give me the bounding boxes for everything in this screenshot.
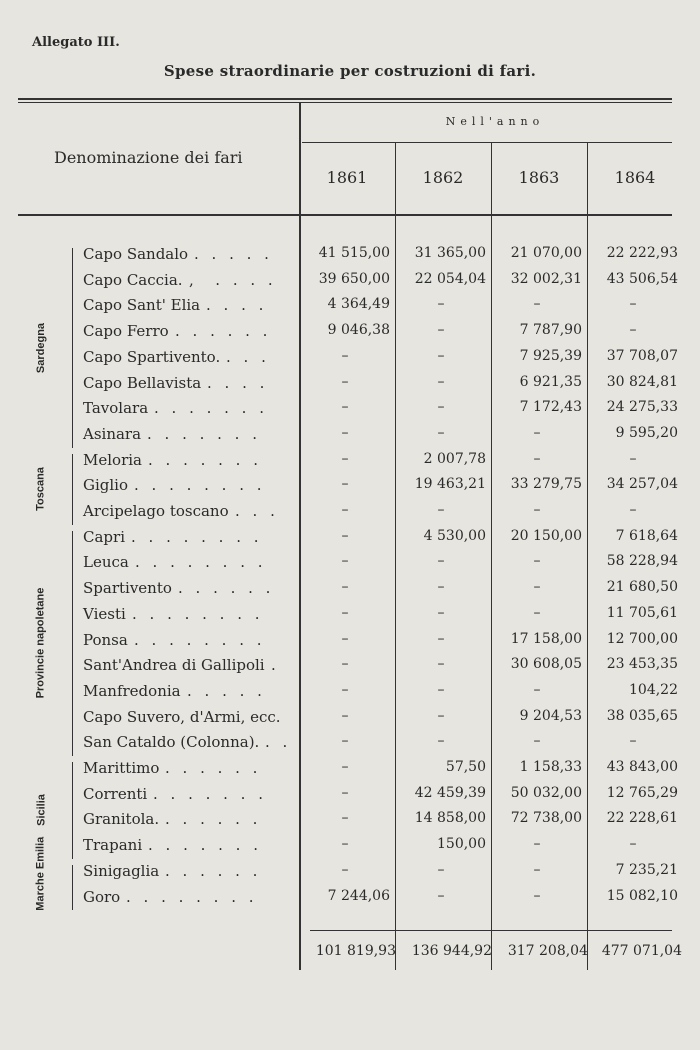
value-cell-1862: 150,00	[437, 836, 486, 853]
value-cell-1863: 72 738,00	[510, 810, 582, 827]
value-cell-1861: –	[341, 733, 349, 750]
value-cell-1862: –	[437, 502, 445, 518]
region-label-toscana: Toscana	[34, 467, 47, 512]
year-1864: 1864	[614, 168, 656, 187]
header-top-rule-thin	[18, 102, 672, 103]
lighthouse-name: Manfredonia	[83, 681, 181, 700]
table-row	[0, 810, 700, 835]
table-row	[0, 862, 700, 887]
leader-dots: . . . . . . .	[153, 784, 267, 803]
leader-dots: . . . . . .	[165, 810, 262, 829]
total-1861: 101 819,93	[315, 943, 396, 959]
region-label-marche-emilia: Marche Emilia	[34, 836, 47, 911]
value-cell-1861: 4 364,49	[327, 296, 390, 313]
lighthouse-name: Capo Sant' Elia	[83, 296, 201, 315]
value-cell-1862: –	[437, 861, 445, 878]
value-cell-1864: 12 700,00	[606, 630, 678, 647]
value-cell-1862: –	[437, 553, 445, 570]
lighthouse-name: Trapani	[83, 836, 143, 855]
lighthouse-name: Capo Bellavista	[83, 373, 202, 392]
total-1864: 477 071,04	[601, 943, 682, 959]
lighthouse-name: Capo Ferro	[83, 322, 169, 341]
value-cell-1863: –	[533, 681, 541, 698]
value-cell-1862: –	[437, 296, 445, 313]
value-cell-1862: 14 858,00	[414, 810, 486, 827]
value-cell-1862: 42 459,39	[414, 784, 486, 801]
value-cell-1863: 7 787,90	[519, 322, 582, 339]
table-row	[0, 553, 700, 578]
leader-dots: . . . . . . . .	[131, 527, 263, 546]
value-cell-1861: –	[341, 656, 349, 673]
value-cell-1864: 104,22	[629, 681, 678, 698]
value-cell-1861: –	[341, 810, 349, 827]
year-group-rule	[302, 142, 672, 143]
value-cell-1864: 12 765,29	[606, 784, 678, 801]
table-row	[0, 502, 700, 527]
value-cell-1862: 19 463,21	[414, 476, 486, 493]
value-cell-1861: 39 650,00	[318, 270, 390, 287]
table-row	[0, 631, 700, 656]
value-cell-1863: –	[533, 836, 541, 853]
table-row	[0, 836, 700, 861]
value-cell-1864: 38 035,65	[606, 707, 678, 724]
value-cell-1864: 22 228,61	[606, 810, 678, 827]
value-cell-1864: 43 843,00	[606, 759, 678, 775]
lighthouse-name: Capo Suvero, d'Armi, ecc.	[83, 707, 281, 726]
header-top-rule	[18, 98, 672, 100]
leader-dots: . . . . . .	[165, 861, 262, 880]
table-row	[0, 528, 700, 553]
year-1863: 1863	[518, 168, 560, 187]
value-cell-1864: –	[629, 836, 637, 853]
value-cell-1861: 41 515,00	[318, 245, 390, 261]
value-cell-1864: –	[629, 322, 637, 339]
value-cell-1862: 57,50	[445, 759, 486, 775]
region-brace	[72, 248, 73, 448]
value-cell-1861: –	[341, 553, 349, 570]
leader-dots: . . . . . . .	[148, 836, 262, 855]
header-nell-anno: Nell'anno	[445, 115, 545, 128]
region-brace	[72, 865, 73, 910]
lighthouse-name: Spartivento	[83, 579, 172, 598]
total-1862: 136 944,92	[411, 943, 492, 959]
value-cell-1861: –	[341, 450, 349, 467]
lighthouse-name: Granitola.	[83, 810, 160, 829]
value-cell-1863: 30 608,05	[510, 656, 582, 673]
value-cell-1861: –	[341, 579, 349, 596]
value-cell-1864: –	[629, 296, 637, 313]
leader-dots: . . . . .	[194, 245, 273, 263]
table-row	[0, 708, 700, 733]
lighthouse-name: Arcipelago toscano	[83, 502, 229, 520]
value-cell-1864: 9 595,20	[615, 424, 678, 441]
value-cell-1864: –	[629, 502, 637, 518]
value-cell-1861: –	[341, 681, 349, 698]
value-cell-1864: 24 275,33	[606, 399, 678, 416]
value-cell-1864: 37 708,07	[606, 347, 678, 364]
value-cell-1864: 7 618,64	[615, 527, 678, 544]
value-cell-1864: 43 506,54	[606, 270, 678, 287]
region-label-sicilia: Sicilia	[35, 794, 48, 827]
lighthouse-name: Correnti	[83, 784, 148, 803]
lighthouse-name: Capo Caccia.	[83, 270, 183, 289]
lighthouse-name: Giglio	[83, 476, 129, 495]
table-row	[0, 605, 700, 630]
table-row	[0, 245, 700, 270]
lighthouse-name: Leuca	[83, 553, 129, 572]
lighthouse-name: Ponsa	[83, 630, 128, 649]
value-cell-1861: –	[341, 399, 349, 416]
table-row	[0, 451, 700, 476]
lighthouse-name: Tavolara	[83, 399, 149, 418]
document-title: Spese straordinarie per costruzioni di fari.	[163, 62, 537, 80]
value-cell-1862: –	[437, 656, 445, 673]
table-row	[0, 322, 700, 347]
leader-dots: . . . . . . .	[154, 399, 268, 418]
table-row	[0, 579, 700, 604]
totals-rule	[310, 930, 672, 931]
allegato-label: Allegato III.	[32, 35, 120, 50]
region-brace	[72, 762, 73, 859]
value-cell-1864: 58 228,94	[606, 553, 678, 570]
lighthouse-name: Goro	[83, 887, 121, 906]
value-cell-1863: 7 172,43	[519, 399, 582, 416]
region-label-sardegna: Sardegna	[35, 322, 47, 373]
table-row	[0, 656, 700, 681]
value-cell-1862: 4 530,00	[423, 527, 486, 544]
table-row	[0, 888, 700, 913]
value-cell-1862: –	[437, 399, 445, 416]
region-label-provincie-napoletane: Provincie napoletane	[35, 588, 48, 699]
table-row	[0, 425, 700, 450]
leader-dots: . . . . . .	[178, 579, 275, 598]
leader-dots: .	[271, 656, 280, 675]
table-row	[0, 476, 700, 501]
value-cell-1862: –	[437, 887, 445, 904]
region-brace	[72, 531, 73, 756]
table-row	[0, 399, 700, 424]
lighthouse-name: Capo Sandalo	[83, 245, 189, 263]
leader-dots: . . . . . .	[175, 322, 272, 341]
value-cell-1861: –	[341, 630, 349, 647]
leader-dots: . .	[265, 733, 292, 752]
value-cell-1861: –	[341, 836, 349, 853]
value-cell-1863: 7 925,39	[519, 347, 582, 364]
value-cell-1862: –	[437, 424, 445, 441]
value-cell-1863: 17 158,00	[510, 630, 582, 647]
leader-dots: . . . . . . . .	[134, 630, 266, 649]
value-cell-1861: –	[341, 476, 349, 493]
value-cell-1864: 22 222,93	[606, 245, 678, 261]
value-cell-1863: 1 158,33	[519, 759, 582, 775]
leader-dots: . . .	[235, 502, 279, 520]
value-cell-1862: –	[437, 347, 445, 364]
value-cell-1864: –	[629, 450, 637, 467]
value-cell-1864: 11 705,61	[606, 604, 678, 621]
leader-dots: . . . . . . . .	[126, 887, 258, 906]
value-cell-1861: –	[341, 527, 349, 544]
value-cell-1863: 9 204,53	[519, 707, 582, 724]
lighthouse-name: Asinara	[83, 424, 142, 443]
year-1861: 1861	[326, 168, 368, 187]
leader-dots: . . . . . . . .	[134, 476, 266, 495]
value-cell-1862: –	[437, 707, 445, 724]
value-cell-1861: –	[341, 759, 349, 775]
value-cell-1861: –	[341, 373, 349, 390]
value-cell-1863: –	[533, 553, 541, 570]
table-row	[0, 785, 700, 810]
value-cell-1863: 50 032,00	[510, 784, 582, 801]
lighthouse-name: Sant'Andrea di Gallipoli	[83, 656, 265, 675]
value-cell-1864: 15 082,10	[606, 887, 678, 904]
leader-dots: . . .	[226, 347, 270, 366]
value-cell-1863: –	[533, 450, 541, 467]
leader-dots: . . . . . .	[165, 759, 262, 777]
lighthouse-name: Capri	[83, 527, 125, 546]
value-cell-1863: –	[533, 296, 541, 313]
total-1863: 317 208,04	[507, 943, 588, 959]
value-cell-1861: 7 244,06	[327, 887, 390, 904]
value-cell-1862: –	[437, 373, 445, 390]
value-cell-1862: 22 054,04	[414, 270, 486, 287]
value-cell-1862: –	[437, 604, 445, 621]
header-bottom-rule	[18, 214, 672, 216]
value-cell-1861: 9 046,38	[327, 322, 390, 339]
value-cell-1863: –	[533, 424, 541, 441]
value-cell-1863: –	[533, 733, 541, 750]
lighthouse-name: Capo Spartivento.	[83, 347, 221, 366]
value-cell-1861: –	[341, 604, 349, 621]
value-cell-1861: –	[341, 502, 349, 518]
leader-dots: , . . . .	[189, 270, 277, 289]
value-cell-1863: 32 002,31	[510, 270, 582, 287]
table-row	[0, 682, 700, 707]
value-cell-1863: 6 921,35	[519, 373, 582, 390]
region-brace	[72, 454, 73, 525]
table-row	[0, 348, 700, 373]
value-cell-1864: 23 453,35	[606, 656, 678, 673]
value-cell-1862: 2 007,78	[423, 450, 486, 467]
value-cell-1864: –	[629, 733, 637, 750]
leader-dots: . . . . . . . .	[135, 553, 267, 572]
lighthouse-name: Viesti	[83, 604, 126, 623]
value-cell-1861: –	[341, 424, 349, 441]
value-cell-1861: –	[341, 861, 349, 878]
value-cell-1864: 21 680,50	[606, 579, 678, 596]
table-row	[0, 733, 700, 758]
value-cell-1862: –	[437, 579, 445, 596]
header-denominazione: Denominazione dei fari	[54, 148, 243, 167]
value-cell-1864: 30 824,81	[606, 373, 678, 390]
lighthouse-name: Marittimo	[83, 759, 160, 777]
value-cell-1862: –	[437, 681, 445, 698]
value-cell-1863: –	[533, 861, 541, 878]
value-cell-1863: 20 150,00	[510, 527, 582, 544]
value-cell-1862: –	[437, 733, 445, 750]
value-cell-1861: –	[341, 347, 349, 364]
leader-dots: . . . . . . .	[148, 450, 262, 469]
table-row	[0, 271, 700, 296]
table-row	[0, 759, 700, 784]
value-cell-1863: –	[533, 604, 541, 621]
value-cell-1861: –	[341, 784, 349, 801]
value-cell-1862: –	[437, 630, 445, 647]
leader-dots: . . . . .	[187, 681, 266, 700]
value-cell-1863: 21 070,00	[510, 245, 582, 261]
table-row	[0, 296, 700, 321]
value-cell-1863: –	[533, 579, 541, 596]
lighthouse-name: Meloria	[83, 450, 142, 469]
value-cell-1864: 34 257,04	[606, 476, 678, 493]
value-cell-1863: 33 279,75	[510, 476, 582, 493]
value-cell-1863: –	[533, 887, 541, 904]
leader-dots: . . . .	[206, 296, 268, 315]
value-cell-1864: 7 235,21	[615, 861, 678, 878]
leader-dots: . . . . . . .	[147, 424, 261, 443]
lighthouse-name: Sinigaglia	[83, 861, 160, 880]
leader-dots: . . . . . . . .	[132, 604, 264, 623]
year-1862: 1862	[422, 168, 464, 187]
table-row	[0, 374, 700, 399]
value-cell-1861: –	[341, 707, 349, 724]
leader-dots: . . . .	[207, 373, 269, 392]
value-cell-1862: –	[437, 322, 445, 339]
value-cell-1863: –	[533, 502, 541, 518]
value-cell-1862: 31 365,00	[414, 245, 486, 261]
lighthouse-name: San Cataldo (Colonna).	[83, 733, 260, 752]
